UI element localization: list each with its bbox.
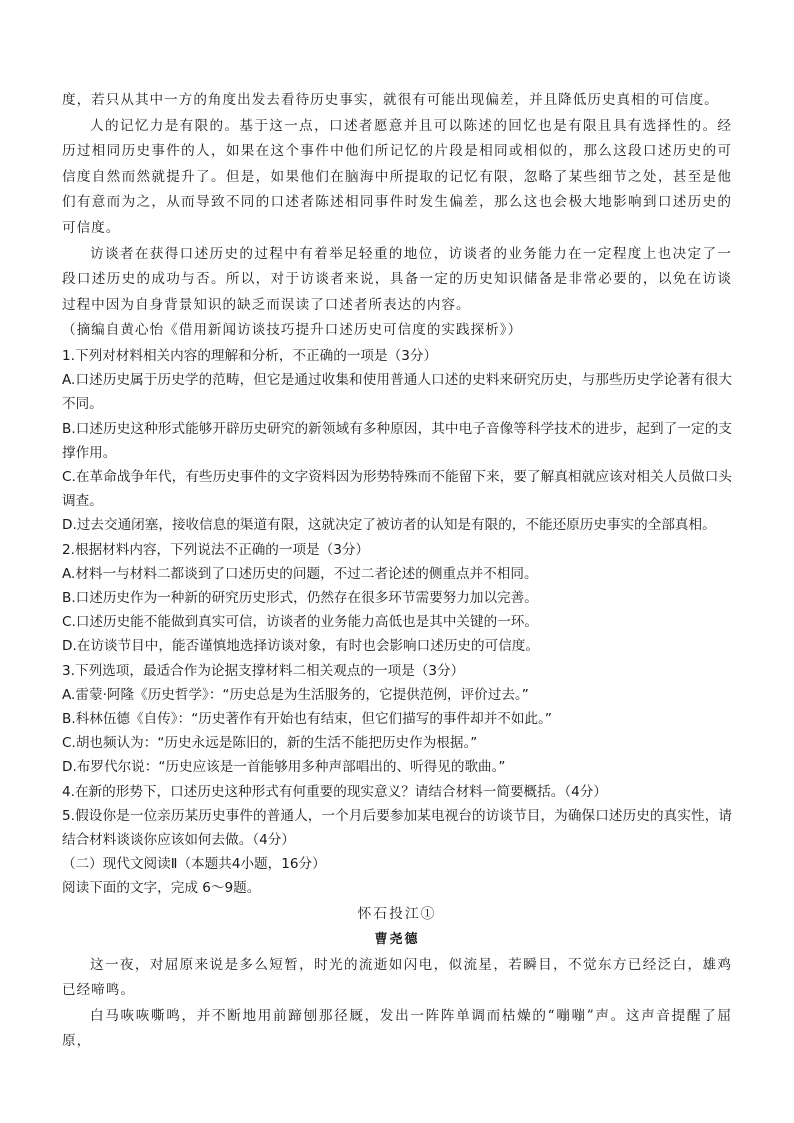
story-paragraph: 白马咴咴嘶鸣，并不断地用前蹄刨那径厩，发出一阵阵单调而枯燥的“嘣嘣”声。这声音提醒了屈原， [62,1007,732,1050]
reading-instruction: 阅读下面的文字，完成 6～9题。 [62,880,261,897]
question-2-option-b: B.口述历史作为一种新的研究历史形式，仍然存在很多环节需要努力加以完善。 [62,589,538,606]
question-1-option-d: D.过去交通闭塞，接收信息的渠道有限，这就决定了被访者的认知是有限的，不能还原历史事实的全部真相。 [62,517,716,534]
question-4: 4.在新的形势下，口述历史这种形式有何重要的现实意义？请结合材料一简要概括。（4分） [62,783,607,800]
question-1-option-c: C.在革命战争年代，有些历史事件的文字资料因为形势特殊而不能留下来，要了解真相就应该对相关人员做口头调查。 [62,468,732,510]
question-3-option-b: B.科林伍德《自传》：“历史著作有开始也有结束，但它们描写的事件却并不如此。” [62,710,552,727]
question-1-option-a: A.口述历史属于历史学的范畴，但它是通过收集和使用普通人口述的史料来研究历史，与那些历史学论著有很大不同。 [62,372,732,413]
story-paragraph: 这一夜，对屈原来说是多么短暂，时光的流逝如闪电，似流星，若瞬目，不觉东方已经泛白，雄鸡已经啼鸣。 [62,956,732,999]
question-5: 5.假设你是一位亲历某历史事件的普通人，一个月后要参加某电视台的访谈节目，为确保口述历史的真实性，请结合材料谈谈你应该如何去做。（4分） [62,807,732,848]
question-3-stem: 3.下列选项，最适合作为论据支撑材料二相关观点的一项是（3分） [62,662,465,679]
passage-paragraph: 度，若只从其中一方的角度出发去看待历史事实，就很有可能出现偏差，并且降低历史真相的可信度。 [62,92,719,108]
story-title: 怀石投江① [357,905,437,922]
question-section [62,344,732,901]
question-3-option-c: C.胡也频认为：“历史永远是陈旧的，新的生活不能把历史作为根据。” [62,735,478,752]
question-2-stem: 2.根据材料内容，下列说法不正确的一项是（3分） [62,541,370,558]
question-3-option-a: A.雷蒙·阿隆《历史哲学》：“历史总是为生活服务的，它提供范例，评价过去。” [62,686,529,703]
question-2-option-a: A.材料一与材料二都谈到了口述历史的问题，不过二者论述的侧重点并不相同。 [62,565,538,582]
passage-paragraph: 人的记忆力是有限的。基于这一点，口述者愿意并且可以陈述的回忆也是有限且具有选择性的。经历过相同历史事件的人，如果在这个事件中他们所记忆的片段是相同或相似的，那么这段口述历史的可信度自然而然就提升了。但是，如果他们在脑海中所提取的记忆有限，忽略了某些细节之处，甚至是他们有意而为之，从而导致不同的口述者陈述相同事件时发生偏差，那么这也会极大地影响到口述历史的可信度。 [62,117,732,236]
story-author: 曹尧德 [374,931,420,947]
source-citation: （摘编自黄心怡《借用新闻访谈技巧提升口述历史可信度的实践探析》） [62,322,523,339]
passage-material-two [62,88,732,344]
question-3-option-d: D.布罗代尔说：“历史应该是一首能够用多种声部唱出的、听得见的歌曲。” [62,759,506,776]
story-section [62,901,732,1055]
section-heading: （二）现代文阅读Ⅱ（本题共4小题，16分） [62,856,326,873]
question-1-option-b: B.口述历史这种形式能够开辟历史研究的新领域有多种原因，其中电子音像等科学技术的进步，起到了一定的支撑作用。 [62,420,732,461]
document-page [62,88,732,1055]
passage-paragraph: 访谈者在获得口述历史的过程中有着举足轻重的地位，访谈者的业务能力在一定程度上也决定了一段口述历史的成功与否。所以，对于访谈者来说，具备一定的历史知识储备是非常必要的，以免在访谈过程中因为自身背景知识的缺乏而误读了口述者所表达的内容。 [62,245,732,313]
question-2-option-d: D.在访谈节目中，能否谨慎地选择访谈对象，有时也会影响口述历史的可信度。 [62,638,539,655]
question-2-option-c: C.口述历史能不能做到真实可信，访谈者的业务能力高低也是其中关键的一环。 [62,614,538,631]
question-1-stem: 1.下列对材料相关内容的理解和分析，不正确的一项是（3分） [62,347,438,364]
